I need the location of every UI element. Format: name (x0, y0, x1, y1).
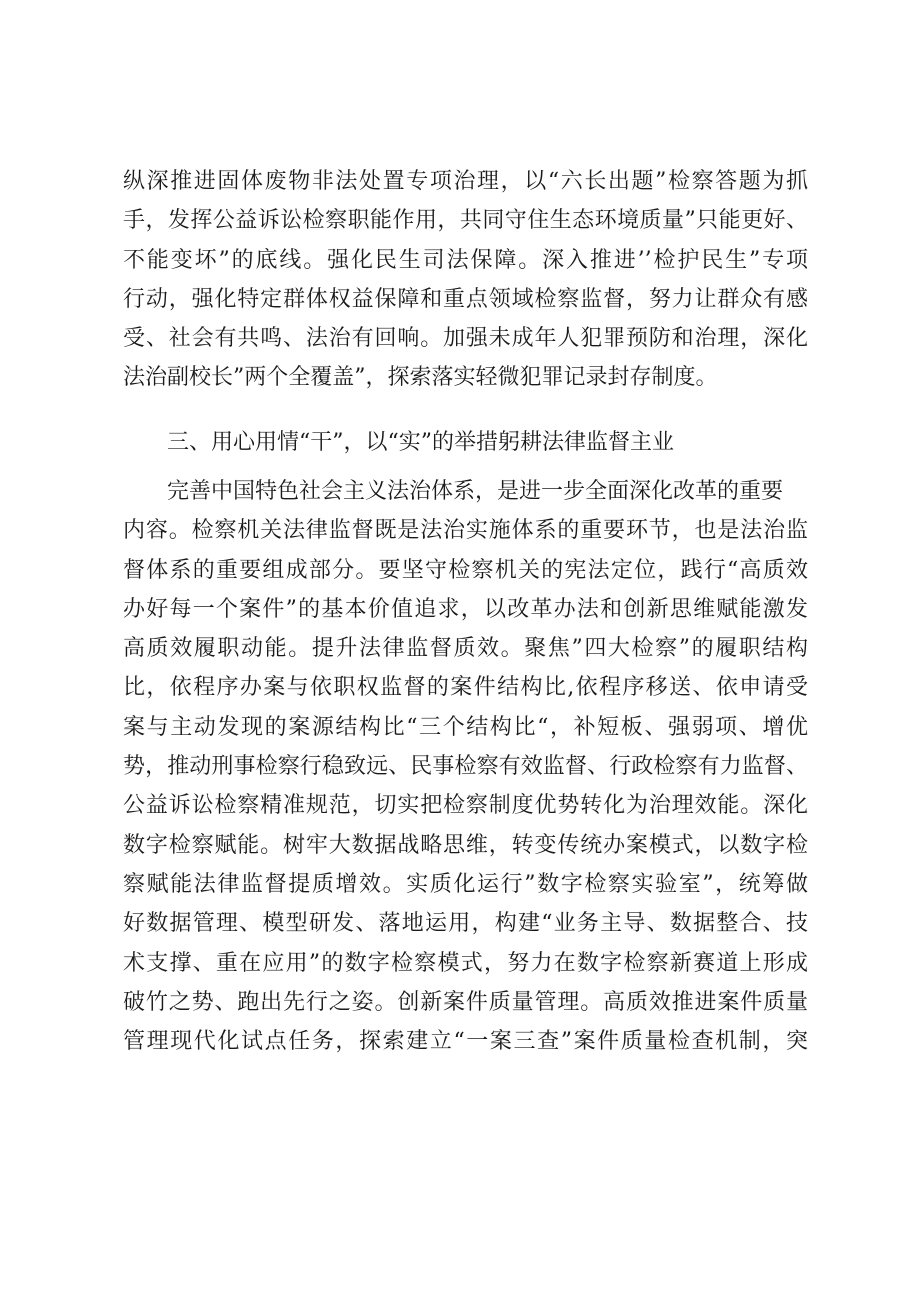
paragraph-line: 内容。检察机关法律监督既是法治实施体系的重要环节，也是法治监 (123, 518, 808, 544)
paragraph-line: 管理现代化试点任务，探索建立“一案三查”案件质量检查机制，突 (123, 1029, 808, 1055)
paragraph-line: 行动，强化特定群体权益保障和重点领域检察监督，努力让群众有感 (123, 286, 808, 312)
paragraph-line: 办好每一个案件”的基本价值追求，以改革办法和创新思维赋能激发 (123, 596, 808, 622)
paragraph-1 (123, 162, 808, 398)
paragraph-line: 破竹之势、跑出先行之姿。创新案件质量管理。高质效推进案件质量 (123, 989, 808, 1015)
paragraph-line: 察赋能法律监督提质增效。实质化运行”数字检察实验室”，统筹做 (123, 871, 808, 897)
paragraph-line: 法治副校长”两个全覆盖”，探索落实轻微犯罪记录封存制度。 (123, 365, 718, 391)
paragraph-2 (123, 472, 808, 1061)
paragraph-line: 完善中国特色社会主义法治体系，是进一步全面深化改革的重要 (167, 479, 784, 504)
section-heading-text: 三、用心用情“干”，以“实”的举措躬耕法律监督主业 (167, 430, 674, 455)
paragraph-line: 纵深推进固体废物非法处置专项治理，以“六长出题”检察答题为抓 (123, 169, 808, 194)
paragraph-line: 好数据管理、模型研发、落地运用，构建“业务主导、数据整合、技 (123, 911, 808, 937)
paragraph-line: 受、社会有共鸣、法治有回响。加强未成年人犯罪预防和治理，深化 (123, 326, 808, 352)
paragraph-line: 公益诉讼检察精准规范，切实把检察制度优势转化为治理效能。深化 (123, 793, 808, 819)
paragraph-line: 不能变坏”的底线。强化民生司法保障。深入推进’’检护民生”专项 (123, 247, 808, 273)
paragraph-line: 督体系的重要组成部分。要坚守检察机关的宪法定位，践行“高质效 (123, 557, 808, 583)
paragraph-line: 案与主动发现的案源结构比“三个结构比“，补短板、强弱项、增优 (123, 714, 808, 740)
section-heading (123, 423, 808, 462)
paragraph-line: 术支撑、重在应用”的数字检察模式，努力在数字检察新赛道上形成 (123, 950, 808, 976)
paragraph-line: 高质效履职动能。提升法律监督质效。聚焦”四大检察”的履职结构 (123, 636, 808, 662)
paragraph-line: 比，依程序办案与依职权监督的案件结构比,依程序移送、依申请受 (123, 675, 808, 701)
paragraph-line: 数字检察赋能。树牢大数据战略思维，转变传统办案模式，以数字检 (123, 832, 808, 858)
paragraph-line: 手，发挥公益诉讼检察职能作用，共同守住生态环境质量”只能更好、 (123, 208, 808, 234)
paragraph-line: 势，推动刑事检察行稳致远、民事检察有效监督、行政检察有力监督、 (123, 754, 808, 780)
